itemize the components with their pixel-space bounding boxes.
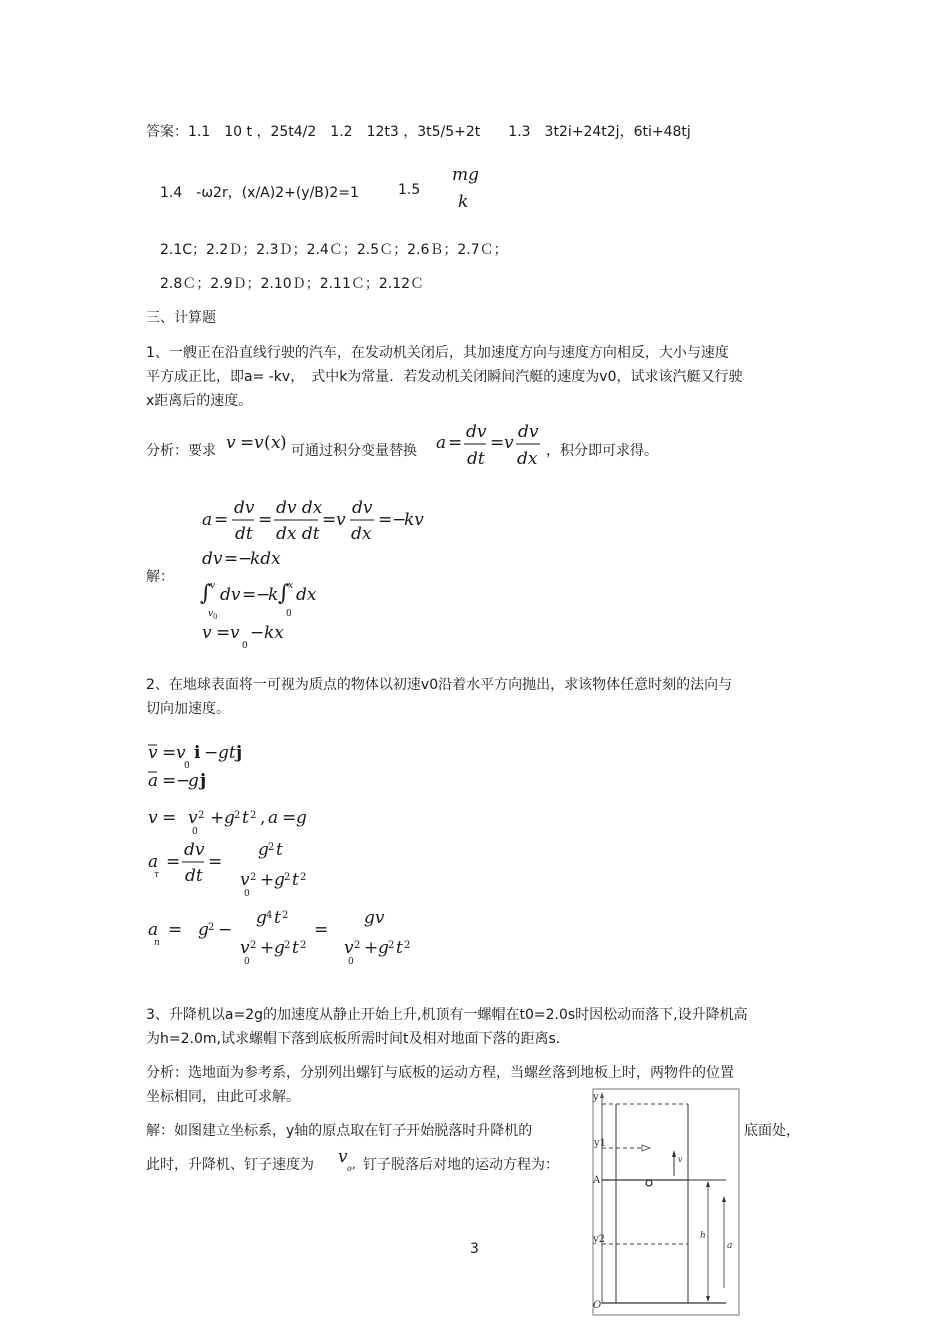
svg-text:dx: dx	[351, 524, 372, 544]
svg-text:dx dt: dx dt	[276, 524, 320, 544]
svg-text:a: a	[148, 920, 159, 940]
problem3-line-2: 为h=2.0m,试求螺帽下落到底板所需时间t及相对地面下落的距离s.	[146, 1031, 561, 1047]
label-v: v	[678, 1155, 683, 1164]
svg-text:v: v	[240, 938, 250, 958]
fraction-denominator: k	[458, 192, 469, 212]
svg-text:o: o	[347, 1164, 352, 1173]
svg-text:−: −	[250, 623, 265, 643]
svg-text:=: =	[166, 852, 181, 872]
label-h: h	[700, 1231, 706, 1241]
svg-text:2: 2	[404, 940, 411, 951]
svg-text:−: −	[176, 771, 191, 791]
svg-text:t: t	[276, 840, 283, 860]
svg-text:n: n	[154, 938, 160, 948]
svg-text:dv: dv	[466, 422, 487, 442]
problem3-solution-line-2: 此时，升降机、钉子速度为	[146, 1157, 314, 1173]
svg-text:k: k	[268, 585, 279, 605]
page-number: 3	[470, 1241, 479, 1257]
answers-line-2a: 1.4 -ω2r，(x/A)2+(y/B)2=1	[160, 185, 359, 201]
svg-text:v: v	[336, 510, 346, 530]
svg-text:dv: dv	[220, 585, 241, 605]
svg-text:dv: dv	[202, 549, 223, 569]
svg-text:=: =	[378, 510, 393, 530]
svg-text:g: g	[258, 840, 269, 860]
svg-text:g: g	[224, 808, 235, 828]
svg-text:=: =	[322, 510, 337, 530]
svg-text:v: v	[202, 623, 212, 643]
svg-text:v: v	[148, 743, 158, 763]
label-a: a	[727, 1241, 733, 1251]
svg-text:dv: dv	[518, 422, 539, 442]
answers-line-1	[146, 121, 691, 141]
svg-text:dv dx: dv dx	[276, 498, 323, 518]
svg-text:=: =	[282, 808, 297, 828]
svg-text:dt: dt	[185, 866, 203, 886]
svg-text:0: 0	[242, 641, 248, 651]
svg-text:v: v	[240, 870, 250, 890]
svg-text:kdx: kdx	[250, 549, 281, 569]
svg-text:=: =	[448, 433, 463, 453]
svg-text:−: −	[204, 743, 219, 763]
svg-text:dv: dv	[234, 498, 255, 518]
svg-text:dx: dx	[296, 585, 317, 605]
svg-text:+: +	[364, 938, 379, 958]
answers-line-2b: 1.5	[398, 182, 421, 198]
label-y: y	[593, 1092, 599, 1103]
svg-text:v: v	[504, 433, 514, 453]
svg-text:0: 0	[244, 889, 250, 899]
svg-text:2: 2	[234, 810, 241, 821]
svg-text:g: g	[274, 870, 285, 890]
svg-text:=: =	[162, 771, 177, 791]
svg-text:dv: dv	[352, 498, 373, 518]
svg-text:a: a	[202, 510, 213, 530]
svg-text:0: 0	[184, 761, 190, 771]
svg-text:0: 0	[213, 613, 218, 621]
problem3-analysis-line-1: 分析：选地面为参考系，分别列出螺钉与底板的运动方程，当螺丝落到地板上时，两物件的位置	[146, 1065, 734, 1081]
svg-text:v: v	[254, 433, 264, 453]
svg-text:4: 4	[266, 910, 273, 921]
label-y2: y2	[593, 1234, 606, 1245]
svg-text:2: 2	[284, 872, 291, 883]
svg-text:a: a	[436, 433, 447, 453]
svg-text:0: 0	[348, 957, 354, 967]
svg-text:2: 2	[250, 872, 257, 883]
svg-text:+: +	[210, 808, 225, 828]
svg-text:t: t	[274, 908, 281, 928]
svg-text:dx: dx	[517, 449, 538, 469]
svg-text:g: g	[188, 771, 199, 791]
svg-text:2: 2	[268, 842, 275, 853]
svg-text:=: =	[258, 510, 273, 530]
problem1-analysis-suffix: ，积分即可求得。	[546, 443, 658, 459]
svg-text:=: =	[240, 433, 255, 453]
label-A: A	[593, 1175, 601, 1186]
problem3-solution-line-2b: 钉子脱落后对地的运动方程为：	[363, 1157, 559, 1173]
svg-text:2: 2	[354, 940, 361, 951]
svg-text:v: v	[226, 433, 236, 453]
svg-text:v: v	[208, 609, 214, 619]
svg-text:=: =	[208, 852, 223, 872]
svg-text:=: =	[162, 743, 177, 763]
svg-text:=: =	[224, 549, 239, 569]
problem1-analysis-mid: 可通过积分变量替换	[291, 443, 417, 459]
svg-text:0: 0	[192, 827, 198, 837]
svg-text:kv: kv	[404, 510, 424, 530]
svg-text:=: =	[242, 585, 257, 605]
svg-text:τ: τ	[154, 870, 159, 880]
svg-text:0: 0	[244, 957, 250, 967]
svg-text:2: 2	[282, 910, 289, 921]
label-O: O	[593, 1300, 602, 1311]
problem3-line-1: 3、升降机以a=2g的加速度从静止开始上升,机顶有一螺帽在t0=2.0s时因松动而落下,设升降机高	[146, 1007, 748, 1023]
answers-line-4: 2.8Ｃ；2.9Ｄ；2.10Ｄ；2.11Ｃ；2.12Ｃ	[160, 276, 425, 292]
svg-text:v: v	[344, 938, 354, 958]
svg-text:dt: dt	[235, 524, 253, 544]
svg-text:v: v	[210, 581, 216, 591]
problem1-solution-label: 解：	[146, 569, 174, 585]
problem1-line-2: 平方成正比，即a= -kv， 式中k为常量．若发动机关闭瞬间汽艇的速度为v0，试求该汽艇又行驶	[146, 369, 743, 385]
svg-text:t: t	[292, 870, 299, 890]
svg-text:j: j	[236, 743, 243, 763]
svg-text:∫: ∫	[278, 581, 290, 606]
svg-text:2: 2	[208, 922, 215, 933]
svg-text:,: ,	[260, 808, 266, 828]
problem2-line-1: 2、在地球表面将一可视为质点的物体以初速v0沿着水平方向抛出，求该物体任意时刻的法向与	[146, 677, 733, 693]
svg-text:=: =	[314, 920, 329, 940]
svg-text:0: 0	[286, 609, 292, 619]
svg-text:a: a	[148, 771, 159, 791]
svg-text:−: −	[392, 510, 407, 530]
svg-text:2: 2	[300, 940, 307, 951]
svg-text:,: ,	[352, 1157, 356, 1171]
v0-symbol	[336, 1144, 360, 1174]
svg-text:t: t	[242, 808, 249, 828]
svg-text:v: v	[176, 743, 186, 763]
svg-text:+: +	[260, 938, 275, 958]
answers-line-3: 2.1C；2.2Ｄ；2.3Ｄ；2.4Ｃ；2.5Ｃ；2.6Ｂ；2.7Ｃ；	[160, 242, 508, 258]
svg-text:−: −	[238, 549, 253, 569]
svg-text:=: =	[162, 808, 177, 828]
svg-text:g: g	[296, 808, 307, 828]
elevator-diagram	[592, 1088, 740, 1316]
fraction-numerator: mg	[452, 165, 480, 185]
svg-text:−: −	[218, 920, 233, 940]
svg-text:v: v	[148, 808, 158, 828]
svg-text:2: 2	[284, 940, 291, 951]
svg-text:=: =	[168, 920, 183, 940]
svg-text:g: g	[256, 908, 267, 928]
problem1-solution-equations	[196, 492, 456, 652]
svg-text:x: x	[271, 433, 281, 453]
problem1-analysis-fraction	[432, 418, 544, 470]
problem1-line-1: 1、一艘正在沿直线行驶的汽车，在发动机关闭后，其加速度方向与速度方向相反，大小与速度	[146, 345, 729, 361]
problem2-line-2: 切向加速度。	[146, 701, 230, 717]
svg-text:dt: dt	[467, 449, 485, 469]
svg-text:=: =	[216, 623, 231, 643]
svg-text:i: i	[194, 743, 201, 763]
svg-text:+: +	[260, 870, 275, 890]
problem3-solution-line-1b: 底面处，	[744, 1123, 800, 1139]
svg-text:a: a	[268, 808, 279, 828]
svg-text:g: g	[378, 938, 389, 958]
svg-text:j: j	[200, 771, 207, 791]
svg-text:t: t	[396, 938, 403, 958]
svg-text:=: =	[214, 510, 229, 530]
problem3-solution-line-1a: 解：如图建立坐标系，y轴的原点取在钉子开始脱落时升降机的	[146, 1123, 533, 1139]
svg-text:v: v	[188, 808, 198, 828]
label-y1: y1	[594, 1138, 607, 1149]
svg-text:2: 2	[198, 810, 205, 821]
answers-line-1-text: 答案：1.1 10 t ，25t4/2 1.2 12t3 ，3t5/5+2t 1.3 3t2i+24t2j，6ti+48tj	[146, 124, 691, 140]
problem2-equations	[142, 734, 442, 974]
figure-frame	[593, 1089, 739, 1315]
svg-text:gt: gt	[218, 743, 236, 763]
problem1-analysis-prefix: 分析：要求	[146, 443, 216, 459]
svg-text:v: v	[230, 623, 240, 643]
svg-text:2: 2	[250, 810, 257, 821]
svg-text:a: a	[148, 852, 159, 872]
svg-text:g: g	[198, 920, 209, 940]
svg-text:v: v	[338, 1147, 348, 1167]
svg-text:dv: dv	[184, 840, 205, 860]
svg-text:2: 2	[250, 940, 257, 951]
svg-text:x: x	[288, 581, 294, 591]
svg-text:2: 2	[300, 872, 307, 883]
svg-text:kx: kx	[264, 623, 284, 643]
problem3-analysis-line-2: 坐标相同，由此可求解。	[146, 1089, 300, 1105]
svg-text:2: 2	[388, 940, 395, 951]
section-title: 三、计算题	[146, 310, 216, 326]
problem1-line-3: x距离后的速度。	[146, 393, 253, 409]
svg-text:gv: gv	[364, 908, 385, 928]
svg-text:(: (	[264, 433, 271, 453]
svg-text:t: t	[292, 938, 299, 958]
svg-text:∫: ∫	[200, 581, 212, 606]
svg-text:): )	[280, 433, 287, 453]
svg-text:=: =	[490, 433, 505, 453]
svg-text:g: g	[274, 938, 285, 958]
svg-text:−: −	[256, 585, 271, 605]
